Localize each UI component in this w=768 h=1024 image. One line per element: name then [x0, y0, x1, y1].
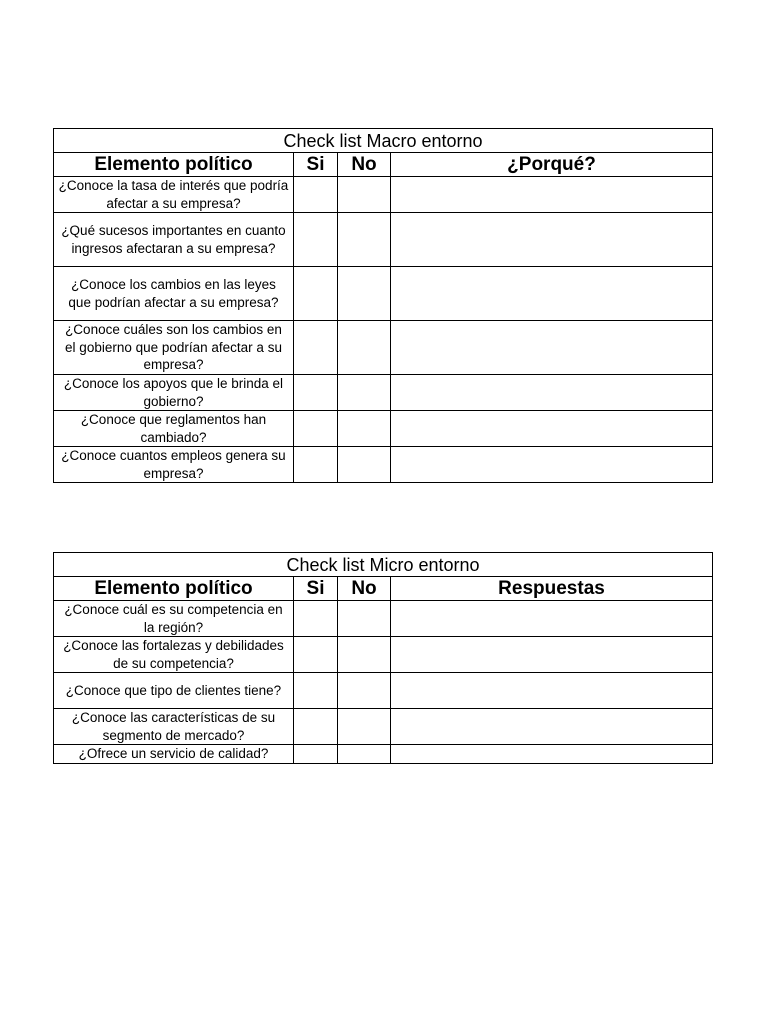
question-cell: ¿Conoce que reglamentos han cambiado?: [54, 411, 294, 447]
no-checkbox-cell[interactable]: [338, 601, 391, 637]
question-cell: ¿Conoce que tipo de clientes tiene?: [54, 673, 294, 709]
si-checkbox-cell[interactable]: [294, 411, 338, 447]
no-checkbox-cell[interactable]: [338, 709, 391, 745]
question-cell: ¿Qué sucesos importantes en cuanto ingresos afectaran a su empresa?: [54, 213, 294, 267]
porque-answer-cell[interactable]: [391, 267, 713, 321]
question-cell: ¿Conoce cuál es su competencia en la región?: [54, 601, 294, 637]
respuestas-answer-cell[interactable]: [391, 601, 713, 637]
table-row: [54, 177, 713, 213]
column-header-respuestas: Respuestas: [391, 577, 713, 601]
column-header-no: No: [338, 153, 391, 177]
no-checkbox-cell[interactable]: [338, 673, 391, 709]
no-checkbox-cell[interactable]: [338, 411, 391, 447]
porque-answer-cell[interactable]: [391, 447, 713, 483]
table-title: Check list Macro entorno: [54, 129, 713, 153]
column-header-si: Si: [294, 577, 338, 601]
table-row: [54, 673, 713, 709]
column-header-element: Elemento político: [54, 153, 294, 177]
table-row: [54, 213, 713, 267]
respuestas-answer-cell[interactable]: [391, 637, 713, 673]
table-row: [54, 375, 713, 411]
table-row: [54, 447, 713, 483]
table-row: [54, 745, 713, 764]
porque-answer-cell[interactable]: [391, 213, 713, 267]
question-cell: ¿Ofrece un servicio de calidad?: [54, 745, 294, 764]
table-row: [54, 267, 713, 321]
question-cell: ¿Conoce los cambios en las leyes que podrían afectar a su empresa?: [54, 267, 294, 321]
table-row: [54, 321, 713, 375]
no-checkbox-cell[interactable]: [338, 321, 391, 375]
si-checkbox-cell[interactable]: [294, 745, 338, 764]
si-checkbox-cell[interactable]: [294, 601, 338, 637]
si-checkbox-cell[interactable]: [294, 447, 338, 483]
question-cell: ¿Conoce la tasa de interés que podría afectar a su empresa?: [54, 177, 294, 213]
no-checkbox-cell[interactable]: [338, 177, 391, 213]
table-row: [54, 601, 713, 637]
porque-answer-cell[interactable]: [391, 321, 713, 375]
column-header-si: Si: [294, 153, 338, 177]
no-checkbox-cell[interactable]: [338, 745, 391, 764]
question-cell: ¿Conoce las fortalezas y debilidades de su competencia?: [54, 637, 294, 673]
table-row: [54, 637, 713, 673]
porque-answer-cell[interactable]: [391, 177, 713, 213]
question-cell: ¿Conoce los apoyos que le brinda el gobierno?: [54, 375, 294, 411]
si-checkbox-cell[interactable]: [294, 321, 338, 375]
porque-answer-cell[interactable]: [391, 411, 713, 447]
table-row: [54, 709, 713, 745]
no-checkbox-cell[interactable]: [338, 637, 391, 673]
no-checkbox-cell[interactable]: [338, 375, 391, 411]
question-cell: ¿Conoce cuantos empleos genera su empresa?: [54, 447, 294, 483]
si-checkbox-cell[interactable]: [294, 213, 338, 267]
porque-answer-cell[interactable]: [391, 375, 713, 411]
column-header-porque: ¿Porqué?: [391, 153, 713, 177]
question-cell: ¿Conoce cuáles son los cambios en el gobierno que podrían afectar a su empresa?: [54, 321, 294, 375]
column-header-element: Elemento político: [54, 577, 294, 601]
no-checkbox-cell[interactable]: [338, 267, 391, 321]
respuestas-answer-cell[interactable]: [391, 673, 713, 709]
no-checkbox-cell[interactable]: [338, 447, 391, 483]
respuestas-answer-cell[interactable]: [391, 745, 713, 764]
micro-checklist-table: [53, 552, 713, 764]
respuestas-answer-cell[interactable]: [391, 709, 713, 745]
si-checkbox-cell[interactable]: [294, 709, 338, 745]
si-checkbox-cell[interactable]: [294, 673, 338, 709]
si-checkbox-cell[interactable]: [294, 375, 338, 411]
si-checkbox-cell[interactable]: [294, 637, 338, 673]
table-title: Check list Micro entorno: [54, 553, 713, 577]
table-row: [54, 411, 713, 447]
macro-checklist-table: [53, 128, 713, 483]
si-checkbox-cell[interactable]: [294, 267, 338, 321]
question-cell: ¿Conoce las características de su segmento de mercado?: [54, 709, 294, 745]
si-checkbox-cell[interactable]: [294, 177, 338, 213]
no-checkbox-cell[interactable]: [338, 213, 391, 267]
column-header-no: No: [338, 577, 391, 601]
